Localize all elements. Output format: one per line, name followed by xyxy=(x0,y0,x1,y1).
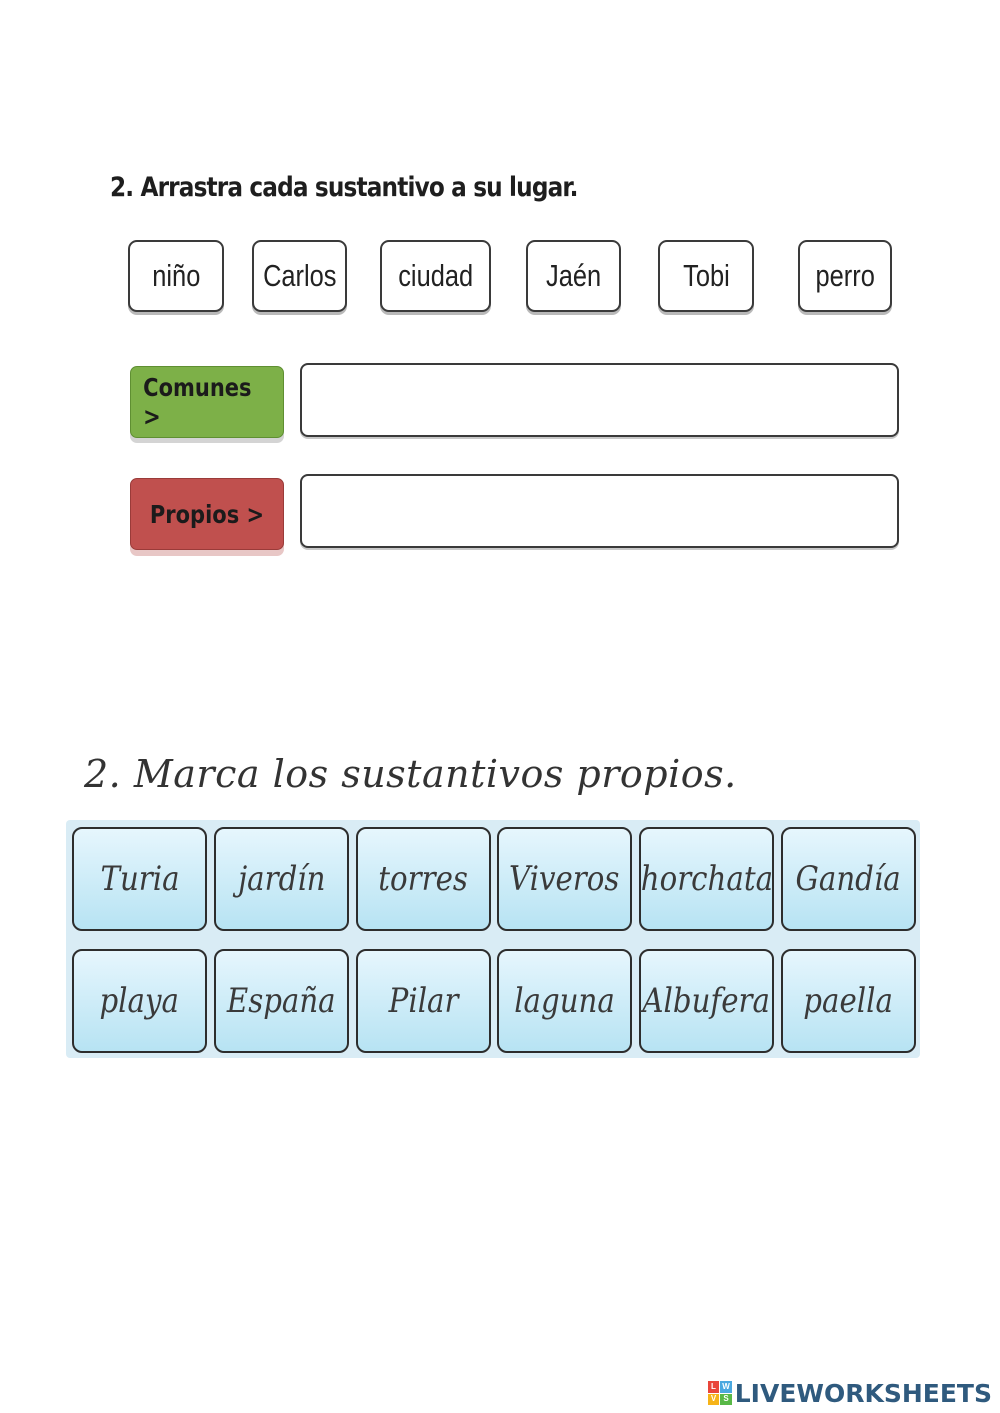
word-label: Jaén xyxy=(545,258,602,293)
noun-option[interactable]: Turia xyxy=(72,827,207,931)
word-label: niño xyxy=(151,258,201,293)
noun-option[interactable]: torres xyxy=(356,827,491,931)
word-label: Carlos xyxy=(262,258,337,293)
logo-cell: S xyxy=(720,1394,732,1406)
noun-option[interactable]: laguna xyxy=(497,949,632,1053)
word-label: perro xyxy=(815,258,875,293)
brand-name: LIVEWORKSHEETS xyxy=(734,1378,992,1408)
draggable-word-2[interactable] xyxy=(252,240,347,312)
word-label: ciudad xyxy=(398,258,473,293)
word-label: Tobi xyxy=(682,258,730,293)
draggable-word-4[interactable] xyxy=(526,240,621,312)
draggable-word-5[interactable] xyxy=(658,240,754,312)
noun-option[interactable]: playa xyxy=(72,949,207,1053)
drop-zone-comunes[interactable] xyxy=(300,363,899,437)
draggable-word-3[interactable] xyxy=(380,240,491,312)
section1-title: 2. Arrastra cada sustantivo a su lugar. xyxy=(110,172,578,203)
noun-option[interactable]: Gandía xyxy=(781,827,916,931)
liveworksheets-logo-icon xyxy=(708,1381,732,1405)
section2-title: 2. Marca los sustantivos propios. xyxy=(84,752,737,796)
noun-selection-grid xyxy=(66,820,920,1058)
draggable-word-6[interactable] xyxy=(798,240,892,312)
liveworksheets-brand xyxy=(708,1377,992,1409)
logo-cell: V xyxy=(708,1394,720,1406)
noun-option[interactable]: paella xyxy=(781,949,916,1053)
noun-option[interactable]: España xyxy=(214,949,349,1053)
noun-option[interactable]: Pilar xyxy=(356,949,491,1053)
logo-cell: L xyxy=(708,1381,720,1393)
category-label-comunes: Comunes > xyxy=(130,366,284,438)
noun-option[interactable]: horchata xyxy=(639,827,774,931)
logo-cell: W xyxy=(722,1381,730,1391)
noun-option[interactable]: jardín xyxy=(214,827,349,931)
drop-zone-propios[interactable] xyxy=(300,474,899,548)
category-label-propios: Propios > xyxy=(130,478,284,550)
noun-option[interactable]: Viveros xyxy=(497,827,632,931)
draggable-word-1[interactable] xyxy=(128,240,224,312)
noun-option[interactable]: Albufera xyxy=(639,949,774,1053)
